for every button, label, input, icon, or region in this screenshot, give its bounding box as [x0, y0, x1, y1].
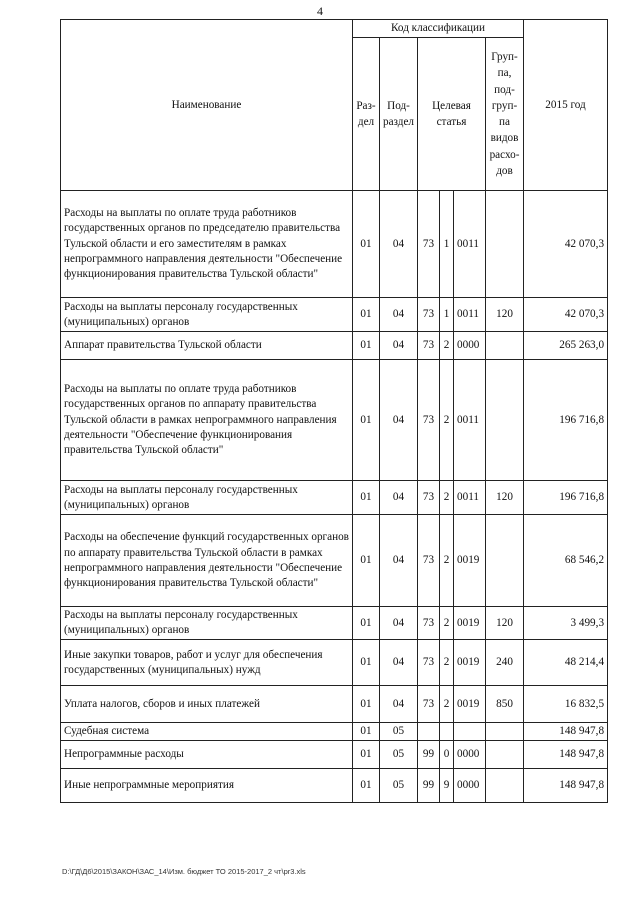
row-target-part1: 73	[418, 360, 440, 481]
table-row	[61, 686, 608, 723]
table-row	[61, 741, 608, 769]
row-section: 01	[353, 741, 380, 769]
row-target-part3: 0011	[454, 298, 486, 332]
row-subsection: 05	[380, 723, 418, 741]
row-target-part1: 73	[418, 332, 440, 360]
table-row	[61, 607, 608, 640]
row-subsection: 04	[380, 191, 418, 298]
row-target-part3: 0019	[454, 515, 486, 607]
row-target-part1: 73	[418, 640, 440, 686]
row-name: Уплата налогов, сборов и иных платежей	[61, 686, 353, 723]
row-target-part1: 73	[418, 515, 440, 607]
row-section: 01	[353, 191, 380, 298]
row-subsection: 05	[380, 769, 418, 803]
row-target-part3: 0000	[454, 769, 486, 803]
row-name: Непрограммные расходы	[61, 741, 353, 769]
row-section: 01	[353, 360, 380, 481]
header-subsection: Под- раздел	[380, 38, 418, 191]
row-expense-group	[486, 769, 524, 803]
budget-table	[60, 19, 608, 803]
row-target-part2: 1	[440, 191, 454, 298]
table-body	[61, 191, 608, 803]
header-row-1	[61, 20, 608, 38]
row-amount: 48 214,4	[524, 640, 608, 686]
row-amount: 68 546,2	[524, 515, 608, 607]
row-name: Расходы на выплаты персоналу государственных (муниципальных) органов	[61, 607, 353, 640]
row-amount: 3 499,3	[524, 607, 608, 640]
row-expense-group: 120	[486, 481, 524, 515]
row-target-part2: 2	[440, 686, 454, 723]
row-target-part2: 2	[440, 515, 454, 607]
row-expense-group	[486, 191, 524, 298]
row-subsection: 04	[380, 481, 418, 515]
row-target-part3: 0011	[454, 360, 486, 481]
row-amount: 148 947,8	[524, 723, 608, 741]
row-target-part3: 0011	[454, 481, 486, 515]
row-expense-group	[486, 723, 524, 741]
row-name: Иные непрограммные мероприятия	[61, 769, 353, 803]
row-name: Расходы на выплаты персоналу государственных (муниципальных) органов	[61, 298, 353, 332]
table-row	[61, 332, 608, 360]
row-target-part1: 99	[418, 741, 440, 769]
row-section: 01	[353, 298, 380, 332]
row-name: Аппарат правительства Тульской области	[61, 332, 353, 360]
header-classification: Код классификации	[353, 20, 524, 38]
row-target-part2: 1	[440, 298, 454, 332]
row-name: Судебная система	[61, 723, 353, 741]
row-subsection: 04	[380, 607, 418, 640]
row-name: Иные закупки товаров, работ и услуг для обеспечения государственных (муниципальных) нужд	[61, 640, 353, 686]
row-subsection: 04	[380, 332, 418, 360]
row-section: 01	[353, 769, 380, 803]
row-expense-group: 120	[486, 298, 524, 332]
row-subsection: 04	[380, 298, 418, 332]
row-section: 01	[353, 515, 380, 607]
row-section: 01	[353, 723, 380, 741]
row-target-part1: 99	[418, 769, 440, 803]
row-subsection: 04	[380, 640, 418, 686]
table-row	[61, 360, 608, 481]
row-amount: 42 070,3	[524, 191, 608, 298]
row-target-part1: 73	[418, 481, 440, 515]
row-name: Расходы на выплаты персоналу государственных (муниципальных) органов	[61, 481, 353, 515]
table-row	[61, 191, 608, 298]
row-target-part2: 2	[440, 481, 454, 515]
row-section: 01	[353, 481, 380, 515]
page-number: 4	[317, 4, 323, 18]
row-name: Расходы на выплаты по оплате труда работников государственных органов по аппарату правительства Тульской области в рамках непрограммного направления деятельности "Обеспечение функционирования правительства Тульской области"	[61, 360, 353, 481]
row-target-part3: 0011	[454, 191, 486, 298]
table-row	[61, 298, 608, 332]
row-target-part3: 0000	[454, 741, 486, 769]
row-section: 01	[353, 607, 380, 640]
row-subsection: 04	[380, 686, 418, 723]
row-section: 01	[353, 686, 380, 723]
table-row	[61, 515, 608, 607]
row-target-part2	[440, 723, 454, 741]
row-target-part3	[454, 723, 486, 741]
row-name: Расходы на обеспечение функций государственных органов по аппарату правительства Тульской области в рамках непрограммного направления деятельности "Обеспечение функционирования правительства Тульской области"	[61, 515, 353, 607]
row-target-part1: 73	[418, 298, 440, 332]
row-target-part2: 9	[440, 769, 454, 803]
header-group: Груп- па, под- груп- па видов расхо- дов	[486, 38, 524, 191]
table-row	[61, 769, 608, 803]
table-row	[61, 723, 608, 741]
row-target-part3: 0019	[454, 640, 486, 686]
row-expense-group	[486, 515, 524, 607]
row-target-part2: 2	[440, 640, 454, 686]
row-target-part2: 0	[440, 741, 454, 769]
row-expense-group	[486, 360, 524, 481]
row-target-part3: 0000	[454, 332, 486, 360]
row-expense-group	[486, 741, 524, 769]
row-amount: 42 070,3	[524, 298, 608, 332]
row-target-part1: 73	[418, 191, 440, 298]
file-path-footer: D:\ГД\Д6\2015\ЗАКОН\ЗАС_14\Изм. бюджет ТО 2015-2017_2 чт\pr3.xls	[62, 867, 306, 876]
row-expense-group: 240	[486, 640, 524, 686]
row-amount: 148 947,8	[524, 769, 608, 803]
row-target-part2: 2	[440, 360, 454, 481]
row-amount: 148 947,8	[524, 741, 608, 769]
row-amount: 265 263,0	[524, 332, 608, 360]
row-name: Расходы на выплаты по оплате труда работников государственных органов по председателю правительства Тульской области и его заместителям в рамках непрограммного направления деятельности "Обеспечение функционирования правительства Тульской области"	[61, 191, 353, 298]
table-row	[61, 481, 608, 515]
row-subsection: 04	[380, 360, 418, 481]
row-amount: 16 832,5	[524, 686, 608, 723]
row-section: 01	[353, 640, 380, 686]
row-amount: 196 716,8	[524, 481, 608, 515]
row-target-part1: 73	[418, 607, 440, 640]
row-target-part2: 2	[440, 607, 454, 640]
row-expense-group: 850	[486, 686, 524, 723]
header-year: 2015 год	[524, 20, 608, 191]
row-target-part3: 0019	[454, 607, 486, 640]
header-target-article: Целевая статья	[418, 38, 486, 191]
table-row	[61, 640, 608, 686]
row-subsection: 04	[380, 515, 418, 607]
header-name: Наименование	[61, 20, 353, 191]
row-subsection: 05	[380, 741, 418, 769]
row-section: 01	[353, 332, 380, 360]
row-target-part3: 0019	[454, 686, 486, 723]
row-expense-group: 120	[486, 607, 524, 640]
row-target-part2: 2	[440, 332, 454, 360]
row-target-part1: 73	[418, 686, 440, 723]
header-section: Раз- дел	[353, 38, 380, 191]
row-expense-group	[486, 332, 524, 360]
row-amount: 196 716,8	[524, 360, 608, 481]
row-target-part1	[418, 723, 440, 741]
